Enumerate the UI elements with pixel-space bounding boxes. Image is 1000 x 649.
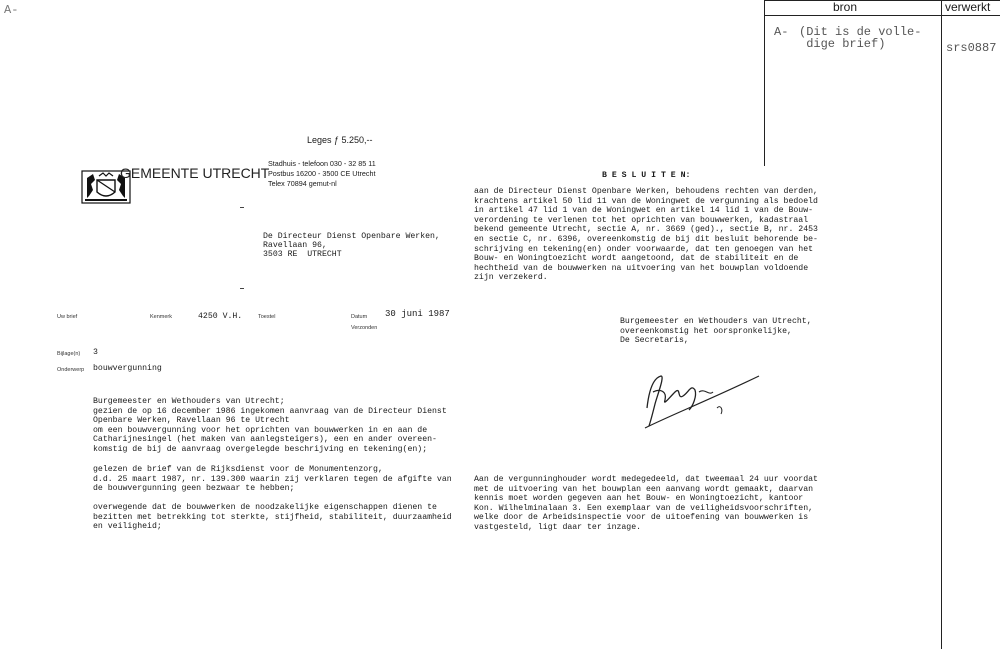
onderwerp-label: Onderwerp bbox=[57, 367, 85, 373]
paragraph-whereas: overwegende dat de bouwwerken de noodzakelijke eigenschappen dienen te bezitten met betrekking tot sterkte, stijfheid, stabiliteit, duurzaamheid en veiligheid; bbox=[93, 503, 452, 532]
fold-mark bbox=[240, 288, 244, 289]
org-address-line-1: Stadhuis - telefoon 030 - 32 85 11 bbox=[268, 159, 376, 168]
org-address-line-3: Telex 70894 gemut-nl bbox=[268, 179, 337, 188]
entry-mark: A- bbox=[774, 25, 789, 39]
uw-brief-label: Uw brief bbox=[57, 314, 78, 320]
decision-text: aan de Directeur Dienst Openbare Werken, behoudens rechten van derden, krachtens artikel 50 lid 11 van de Woningwet de vergunning als bedoeld in artikel 47 lid 1 van de Woningwet en artikel 14 lid 1 van de Bouw- verordening te verlenen tot het oprichten van bouwwerken, kadastraal bekend gemeente Utrecht, sectie A, nr. 3669 (ged)., sectie B, nr. 2453 en sectie C, nr. 6396, overeenkomstig de bij dit besluit behorende be- schrijving en tekening(en) onder voorwaarde, dat ten genoegen van het Bouw- en Woningtoezicht wordt aangetoond, dat de stabiliteit en de hechtheid van de bouwwerken na uitvoering van het bouwplan voldoende zijn verzekerd. bbox=[474, 187, 818, 283]
recipient-line-2: Ravellaan 96, bbox=[263, 241, 327, 250]
column-header-bron: bron bbox=[833, 0, 858, 14]
signature-image bbox=[620, 352, 774, 435]
datum-label: Datum bbox=[351, 314, 368, 320]
entry-note: (Dit is de volle- dige brief) bbox=[799, 25, 922, 51]
recipient-line-3: 3503 RE UTRECHT bbox=[263, 250, 342, 259]
bijlagen-value: 3 bbox=[93, 348, 98, 357]
fee-line: Leges ƒ 5.250,-- bbox=[307, 135, 373, 145]
recipient-line-1: De Directeur Dienst Openbare Werken, bbox=[263, 232, 440, 241]
table-left-rule bbox=[764, 0, 765, 166]
decision-heading: B E S L U I T E N: bbox=[602, 171, 691, 180]
entry-code: srs0887 bbox=[946, 41, 997, 55]
signatory-block: Burgemeester en Wethouders van Utrecht, overeenkomstig het oorspronkelijke, De Secretaris, bbox=[620, 317, 812, 346]
notice-text: Aan de vergunninghouder wordt medegedeeld, dat tweemaal 24 uur voordat met de uitvoering van het bouwplan een aanvang wordt gemaakt, daarvan kennis moet worden gegeven aan het Bouw- en Woningtoezicht, kantoor Kon. Wilhelminalaan 3. Een exemplaar van de veiligheidsvoorschriften, welke door de Arbeidsinspectie voor de uitoefening van bouwwerken is vastgesteld, ligt daar ter inzage. bbox=[474, 475, 818, 532]
column-header-verwerkt: verwerkt bbox=[945, 0, 991, 14]
table-divider-rule bbox=[941, 0, 942, 649]
paragraph-monument-letter: gelezen de brief van de Rijksdienst voor de Monumentenzorg, d.d. 25 maart 1987, nr. 139.300 waarin zij verklaren tegen de afgifte van de bouwvergunning geen bezwaar te hebben; bbox=[93, 465, 452, 494]
margin-mark: A- bbox=[4, 3, 19, 17]
organization-name: GEMEENTE UTRECHT bbox=[120, 165, 270, 181]
datum-value: 30 juni 1987 bbox=[385, 309, 450, 319]
table-header-rule bbox=[764, 15, 1000, 16]
fold-mark bbox=[240, 207, 244, 208]
paragraph-considering: Burgemeester en Wethouders van Utrecht; gezien de op 16 december 1986 ingekomen aanvraag van de Directeur Dienst Openbare Werken, Ravellaan 96 te Utrecht om een bouwvergunning voor het oprichten van bouwwerken in en aan de Catharijnesingel (het maken van aanlegsteigers), een en ander overeen- komstig de bij de aanvraag overgelegde beschrijving en tekening(en); bbox=[93, 397, 447, 454]
kenmerk-value: 4250 V.H. bbox=[198, 312, 243, 321]
org-address-line-2: Postbus 16200 - 3500 CE Utrecht bbox=[268, 169, 376, 178]
bijlagen-label: Bijlage(n) bbox=[57, 351, 81, 357]
toestel-label: Toestel bbox=[258, 314, 276, 320]
verzonden-label: Verzonden bbox=[351, 325, 378, 331]
onderwerp-value: bouwvergunning bbox=[93, 364, 162, 373]
kenmerk-label: Kenmerk bbox=[150, 314, 173, 320]
